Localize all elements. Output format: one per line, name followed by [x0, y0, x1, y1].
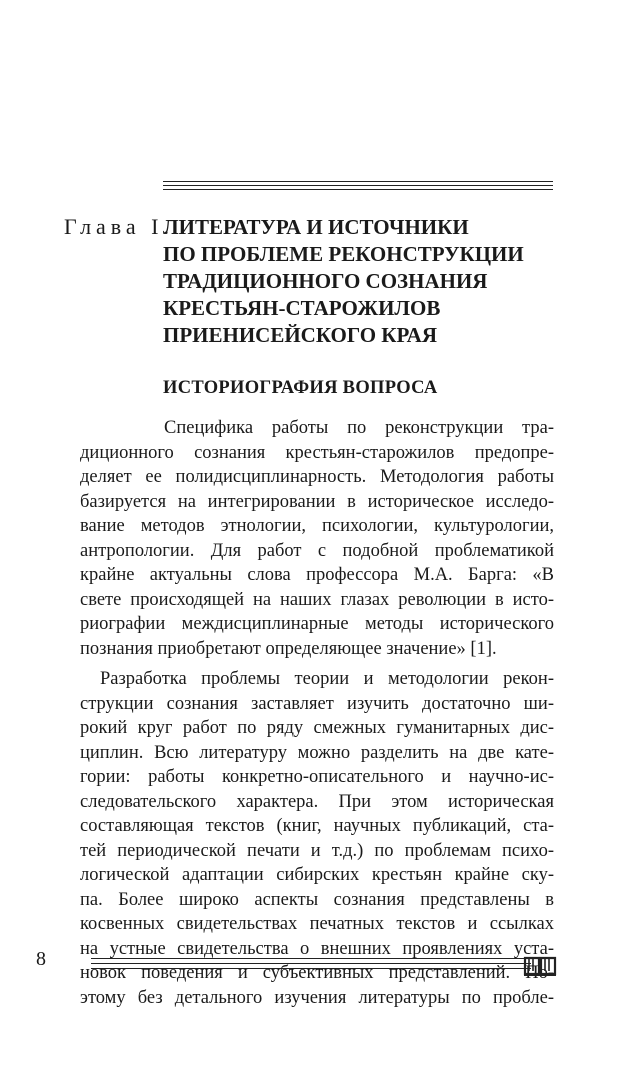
- body-text: [80, 416, 554, 1010]
- footer-rule: [91, 968, 531, 969]
- text-line: па. Более широко аспекты сознания представлены в: [80, 889, 554, 910]
- chapter-title-line: ПРИЕНИСЕЙСКОГО КРАЯ: [163, 323, 438, 347]
- section-title: ИСТОРИОГРАФИЯ ВОПРОСА: [163, 378, 438, 398]
- paragraph: [80, 416, 554, 661]
- chapter-title-line: ТРАДИЦИОННОГО СОЗНАНИЯ: [163, 269, 488, 293]
- chapter-title-line: КРЕСТЬЯН-СТАРОЖИЛОВ: [163, 296, 441, 320]
- text-line: новок поведения и субъективных представлений. По-: [80, 963, 554, 983]
- text-line: следовательского характера. При этом историческая: [80, 791, 554, 812]
- chapter-title: [163, 214, 524, 349]
- text-line: тей периодической печати и т.д.) по проблемам психо-: [80, 840, 554, 861]
- text-line: диционного сознания крестьян-старожилов предопре-: [80, 442, 554, 463]
- text-line: логической адаптации сибирских крестьян крайне ску-: [80, 865, 554, 885]
- text-line: циплин. Всю литературу можно разделить на две кате-: [80, 742, 554, 763]
- text-line: Специфика работы по реконструкции тра-: [164, 418, 554, 438]
- text-line: познания приобретают определяющее значение» [1].: [80, 638, 497, 659]
- chapter-title-line: ПО ПРОБЛЕМЕ РЕКОНСТРУКЦИИ: [163, 242, 524, 266]
- text-line: крайне актуальны слова профессора М.А. Барга: «В: [80, 565, 554, 585]
- text-line: этому без детального изучения литературы по пробле-: [80, 987, 554, 1008]
- text-line: свете происходящей на наших глазах революции в исто-: [80, 589, 554, 610]
- footer-rule: [91, 963, 531, 964]
- book-icon: [523, 954, 557, 976]
- text-line: составляющая текстов (книг, научных публикаций, ста-: [80, 816, 554, 836]
- text-line: антропологии. Для работ с подобной проблематикой: [80, 540, 554, 561]
- header-rule: [163, 189, 553, 190]
- text-line: деляет ее полидисциплинарность. Методология работы: [80, 467, 554, 487]
- text-line: базируется на интегрировании в историческое исследо-: [80, 491, 554, 512]
- text-line: косвенных свидетельствах печатных текстов и ссылках: [80, 914, 554, 934]
- chapter-title-line: ЛИТЕРАТУРА И ИСТОЧНИКИ: [163, 215, 469, 239]
- header-rule: [163, 185, 553, 186]
- header-rule: [163, 181, 553, 182]
- text-line: Разработка проблемы теории и методологии рекон-: [100, 669, 554, 689]
- text-line: гории: работы конкретно-описательного и научно-ис-: [80, 767, 554, 787]
- text-line: риографии междисциплинарные методы исторического: [80, 614, 554, 634]
- text-line: на устные свидетельства о внешних проявлениях уста-: [80, 938, 554, 959]
- page-footer: [36, 948, 556, 978]
- page-number: 8: [36, 948, 46, 970]
- text-line: рокий круг работ по ряду смежных гуманитарных дис-: [80, 718, 554, 738]
- text-line: струкции сознания заставляет изучить достаточно ши-: [80, 693, 554, 714]
- chapter-label: Глава I.: [64, 214, 174, 239]
- text-line: вание методов этнологии, психологии, культурологии,: [80, 516, 554, 536]
- footer-rule: [91, 958, 531, 959]
